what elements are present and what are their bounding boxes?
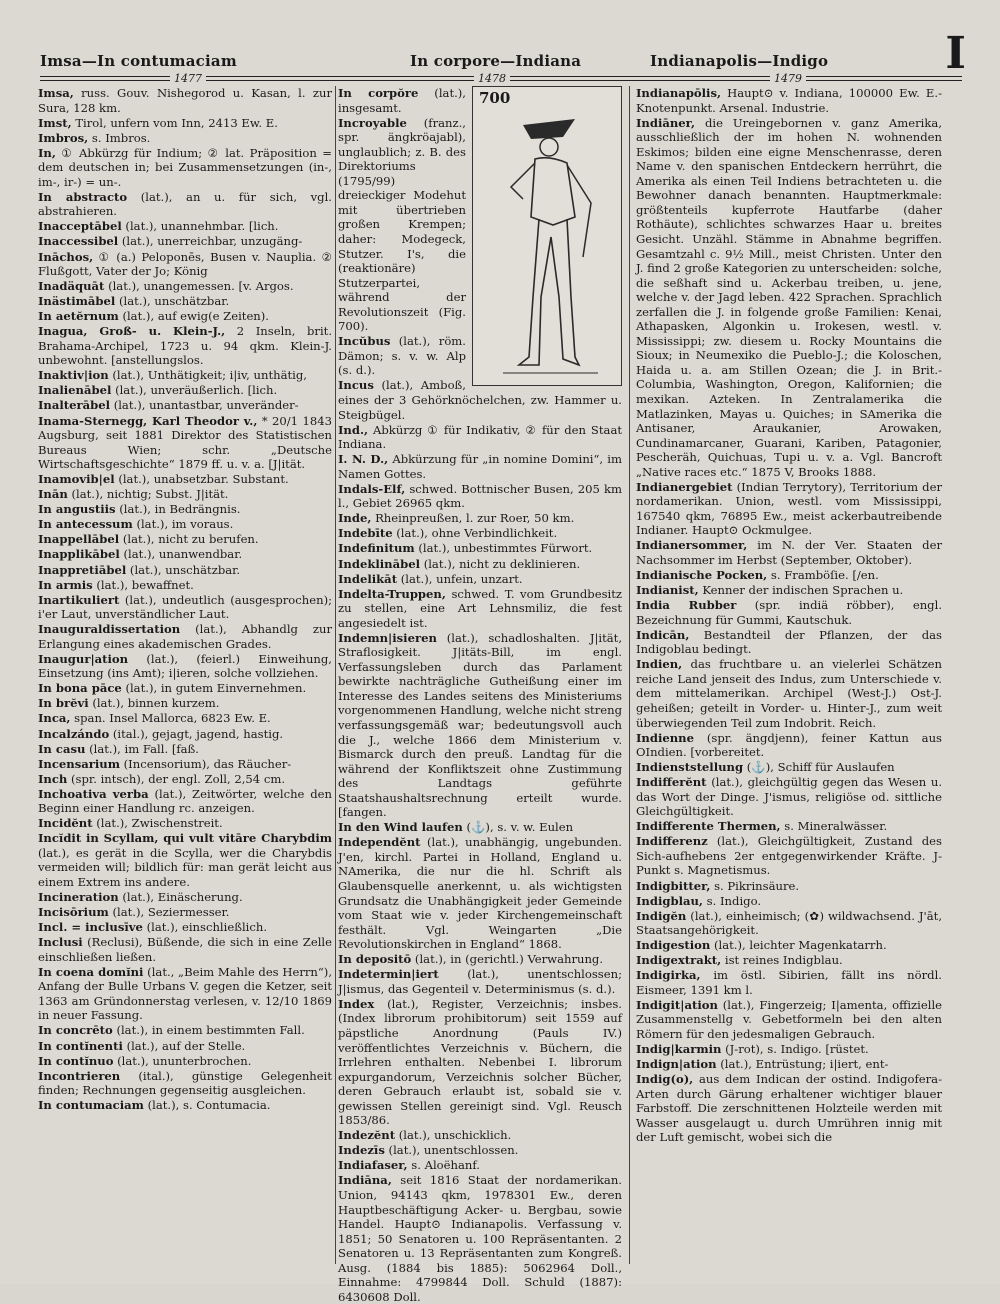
entry-headword: Incroyable: [338, 115, 407, 130]
entry-definition: (Reclusi), Büßende, die sich in eine Zelle einschließen ließen.: [38, 935, 333, 964]
entry-definition: (lat.), unabhängig, ungebunden. J'en, kirchl. Partei in Holland, England u. NAmerika, die nur die hl. Schrift als Glaubensquelle anerkennt, u. als wichtigsten Grundsatz die Unabhängigkeit jeder Gemeinde vom Staat wie v. jeder Kirchengemeinschaft festhält. Vgl. Weingarten „Die Revolutionskirchen in England“ 1868.: [338, 835, 622, 952]
entry-definition: (lat.), Register, Verzeichnis; insbes. (Index librorum prohibitorum) seit 1559 auf päpstliche Anordnung (Pauls IV.) veröffentlichtes Verzeichnis v. Büchern, die Irrlehren enthalten. Nebenbei I. librorum expurgandorum, Verzeichnis solcher Bücher, deren Gebrauch erlaubt ist, sobald sie v. gewissen Stellen gereinigt sind. Vgl. Reusch 1853/86.: [338, 996, 622, 1128]
entry-definition: s. Pikrinsäure.: [714, 878, 800, 893]
entry-definition: Kenner der indischen Sprachen u.: [702, 583, 904, 598]
dictionary-entry: [338, 952, 622, 967]
page-number-2: 1478: [474, 72, 510, 85]
page-number-1: 1477: [170, 72, 206, 85]
entry-headword: Index: [338, 996, 375, 1011]
entry-definition: (lat.), unabsetzbar. Substant.: [118, 472, 289, 487]
entry-headword: Ind.,: [338, 422, 369, 437]
dictionary-entry: [38, 532, 332, 547]
entry-headword: Inalterābel: [38, 398, 111, 413]
entry-headword: Inch: [38, 771, 68, 786]
dictionary-entry: [636, 1072, 942, 1145]
entry-definition: (franz., spr. ängkröajabl), unglaublich; z. B. des Direktoriums (1795/99) dreieckiger Modehut mit übertrieben großen Krempen; daher: Modegeck, Stutzer. I's, die (reaktionäre) Stutzerpartei, während der Revolutionszeit (Fig. 700).: [338, 115, 466, 334]
dictionary-entry: [636, 938, 942, 953]
entry-headword: Incisōrium: [38, 905, 109, 920]
dictionary-entry: [38, 831, 332, 889]
entry-headword: Imsa,: [38, 86, 74, 100]
entry-headword: Indigestion: [636, 938, 711, 953]
entry-definition: (Indian Terrytory), Territorium der nordamerikan. Union, westl. vom Mississippi, 167540 qkm, 76895 Ew., meist ackerbautreibende Indianer. Haupt⊙ Ockmulgee.: [636, 479, 943, 538]
entry-definition: ist reines Indigblau.: [724, 953, 843, 968]
entry-definition: (lat.), nichtig; Subst. J|ität.: [71, 487, 229, 502]
entry-headword: Inān: [38, 487, 68, 502]
dictionary-entry: [38, 324, 332, 368]
entry-definition: im N. der Ver. Staaten der Nachsommer im Herbst (September, Oktober).: [636, 538, 943, 567]
dictionary-entry: [38, 294, 332, 309]
figure-label: 700: [479, 89, 511, 107]
dictionary-entry: [636, 760, 942, 775]
dictionary-entry: [38, 487, 332, 502]
entry-headword: Indals-Elf,: [338, 481, 406, 496]
entry-headword: In abstracto: [38, 189, 128, 204]
dictionary-entry: [338, 1173, 622, 1304]
dictionary-entry: [636, 998, 942, 1042]
entry-headword: Indigblau,: [636, 893, 703, 908]
dictionary-entry: [38, 742, 332, 757]
dictionary-entry: [338, 572, 622, 587]
entry-definition: (lat.), unanwendbar.: [123, 547, 243, 562]
entry-headword: Indemn|isieren: [338, 630, 437, 645]
entry-headword: Inappellābel: [38, 532, 120, 547]
entry-definition: (lat.), leichter Magenkatarrh.: [713, 938, 887, 953]
entry-definition: schwed. T. vom Grundbesitz zu stellen, eine Art Lehnsmiliz, die fest angesiedelt ist.: [338, 586, 622, 630]
entry-definition: (lat.), röm. Dämon; s. v. w. Alp (s. d.).: [338, 334, 466, 378]
dictionary-entry: [636, 480, 942, 538]
entry-definition: Bestandteil der Pflanzen, der das Indigoblau bedingt.: [636, 627, 943, 657]
entry-definition: (lat., „Beim Mahle des Herrn“), Anfang der Bulle Urbans V. gegen die Ketzer, seit 1363 am Gründonnerstag verlesen, v. 12/10 1869 in neuer Fassung.: [38, 964, 333, 1023]
entry-headword: Inauguraldissertation: [38, 622, 181, 637]
dictionary-entry: [38, 965, 332, 1023]
dictionary-entry: [636, 834, 942, 878]
entry-definition: span. Insel Mallorca, 6823 Ew. E.: [74, 711, 271, 726]
column-middle: [338, 86, 623, 1304]
dictionary-entry: [38, 250, 332, 279]
dictionary-entry: [38, 309, 332, 324]
entry-definition: (lat.), nicht zu berufen.: [122, 532, 259, 547]
dictionary-entry: [636, 894, 942, 909]
entry-headword: I. N. D.,: [338, 452, 389, 467]
dictionary-entry: [38, 1069, 332, 1098]
dictionary-entry: [338, 511, 622, 526]
entry-headword: Indigextrakt,: [636, 953, 722, 968]
dictionary-entry: [338, 452, 622, 481]
dictionary-entry: [38, 711, 332, 726]
dictionary-entry: [38, 116, 332, 131]
entry-headword: Inappretiābel: [38, 562, 127, 577]
entry-definition: (lat.), einheimisch; (✿) wildwachsend. J'āt, Staatsangehörigkeit.: [636, 908, 943, 938]
dictionary-entry: [38, 593, 332, 622]
dictionary-entry: [38, 279, 332, 294]
entry-headword: In contumaciam: [38, 1098, 144, 1113]
entry-definition: (lat.), Zwischenstreit.: [96, 816, 223, 831]
entry-headword: India Rubber: [636, 598, 737, 613]
entry-definition: (lat.), Entrüstung; i|iert, ent-: [720, 1057, 889, 1072]
entry-definition: (ital.), günstige Gelegenheit finden; Rechnungen gegenseitig ausgleichen.: [38, 1068, 332, 1098]
dictionary-entry: [38, 368, 332, 383]
entry-headword: Inchoativa verba: [38, 786, 149, 801]
dictionary-entry: [38, 652, 332, 681]
dictionary-entry: [38, 190, 332, 219]
entry-definition: (lat.), unangemessen. [v. Argos.: [108, 279, 294, 294]
dictionary-entry: [38, 935, 332, 964]
entry-definition: (lat.), unfein, unzart.: [400, 571, 523, 586]
entry-headword: Indiāner,: [636, 115, 695, 130]
entry-definition: (spr. ängdjenn), feiner Kattun aus OIndien. [vorbereitet.: [636, 730, 943, 760]
dictionary-entry: [636, 116, 942, 480]
entry-definition: schwed. Bottnischer Busen, 205 km l., Gebiet 26965 qkm.: [338, 481, 623, 511]
entry-headword: Inapplikābel: [38, 547, 120, 562]
entry-definition: (lat.), auf ewig(e Zeiten).: [122, 309, 269, 324]
entry-headword: Inca,: [38, 711, 71, 726]
dictionary-entry: [636, 953, 942, 968]
entry-headword: Inaktiv|ion: [38, 368, 109, 383]
dictionary-entry: [636, 568, 942, 583]
dictionary-entry: [338, 587, 622, 631]
dictionary-entry: [338, 557, 622, 572]
entry-headword: Indienststellung: [636, 760, 744, 775]
entry-definition: (lat.), Zeitwörter, welche den Beginn einer Handlung rc. anzeigen.: [38, 786, 332, 816]
entry-headword: In brĕvi: [38, 696, 89, 711]
dictionary-entry: [38, 472, 332, 487]
column-left: [38, 86, 332, 1266]
entry-headword: In bona pāce: [38, 681, 122, 696]
entry-definition: (lat.), undeutlich (ausgesprochen); i'er Laut, unverständlicher Laut.: [38, 592, 332, 622]
entry-definition: (lat.), Gleichgültigkeit, Zustand des Sich-aufhebens 2er entgegenwirkender Kräfte. J-Punkt s. Magnetismus.: [636, 834, 942, 878]
entry-headword: Inaugur|ation: [38, 651, 129, 666]
entry-definition: Rheinpreußen, l. zur Roer, 50 km.: [375, 511, 575, 526]
entry-definition: (lat.), an u. für sich, vgl. abstrahieren.: [38, 189, 332, 219]
entry-definition: (lat.), auf der Stelle.: [126, 1038, 246, 1053]
dictionary-entry: [38, 234, 332, 249]
entry-headword: Indigbitter,: [636, 878, 711, 893]
entry-definition: * 20/1 1843 Augsburg, seit 1881 Direktor des Statistischen Bureaus Wien; schr. „Deutsche Wirtschaftsgeschichte“ 1879 ff. u. v. a. [J|ität.: [38, 413, 332, 472]
entry-headword: Indianersommer,: [636, 538, 748, 553]
dictionary-entry: [38, 502, 332, 517]
entry-headword: Indebīte: [338, 526, 393, 541]
dictionary-entry: [338, 482, 622, 511]
dictionary-entry: [338, 526, 622, 541]
dictionary-entry: [38, 219, 332, 234]
entry-definition: (lat.), in gutem Einvernehmen.: [125, 681, 307, 696]
entry-headword: Indifferenz: [636, 834, 708, 849]
dictionary-entry: [38, 622, 332, 651]
dictionary-entry: [636, 1042, 942, 1057]
entry-definition: (lat.), ohne Verbindlichkeit.: [396, 526, 558, 541]
entry-headword: Inama-Sternegg, Karl Theodor v.,: [38, 413, 258, 428]
dictionary-entry: [338, 541, 622, 556]
entry-definition: (lat.), einschließlich.: [146, 920, 268, 935]
entry-headword: Indianist,: [636, 583, 699, 598]
entry-headword: Inästimābel: [38, 294, 116, 309]
dictionary-entry: [636, 819, 942, 834]
entry-headword: Incontrieren: [38, 1068, 121, 1083]
entry-definition: die Ureingebornen v. ganz Amerika, ausschließlich der im hohen N. wohnenden Eskimos; bilden eine eigne Menschenrasse, deren Name v. den spanischen Entdeckern herrührt, die Amerika als einen Teil Indiens betrachteten u. die Bewohner danach benannten. Hauptmerkmale: größtenteils kupferrote Hautfarbe (daher Rothäute), schlichtes schwarzes Haar u. breites Gesicht. Unzähl. Stämme in Abnahme begriffen. Gesamtzahl c. 9½ Mill., meist Christen. Unter den J. find 2 große Kategorien zu unterscheiden: solche, die seßhaft sind u. Ackerbau treiben, u. jene, welche v. der Jagd leben. 422 Sprachen. Sprachlich zerfallen die J. in folgende große Familien: Kenai, Athapasken, Algonkin u. Irokesen, westl. v. Mississippi; zw. diesem u. Rocky Mountains die Sioux; in Neumexiko die Pueblo-J.; die Koloschen, Haida u. a. am Stillen Ozean; die J. in Brit.-Columbia, Washington, Oregon, Kalifornien; die mexikan. Azteken. In Zentralamerika die Matlazinken, Mayas u. Quiches; in SAmerika die Antisaner, Araukanier, Arowaken, Cundinamarcaner, Guarani, Kariben, Patagonier, Pescheräh, Quichuas, Tupi u. v. a. Vgl. Bancroft „Native races etc.“ 1875 V, Brooks 1888.: [636, 115, 942, 479]
column-right: [636, 86, 942, 1266]
entry-definition: (lat.), unentschlossen; J|ismus, das Gegenteil v. Determinismus (s. d.).: [338, 967, 622, 996]
entry-headword: Indifferĕnt: [636, 775, 707, 790]
dictionary-entry: [636, 1057, 942, 1072]
entry-definition: (lat.), binnen kurzem.: [92, 696, 220, 711]
entry-definition: ① (a.) Peloponēs, Busen v. Nauplia. ② Flußgott, Vater der Jo; König: [38, 249, 332, 279]
entry-headword: Indifferente Thermen,: [636, 819, 781, 834]
dictionary-entry: [38, 787, 332, 816]
dictionary-entry: [636, 731, 942, 760]
dictionary-entry: [338, 1143, 622, 1158]
entry-definition: (lat.), unantastbar, unveränder-: [113, 398, 299, 413]
entry-definition: im östl. Sibirien, fällt ins nördl. Eismeer, 1391 km l.: [636, 968, 942, 997]
dictionary-entry: [636, 598, 942, 627]
dictionary-entry: [636, 879, 942, 894]
entry-definition: (lat.), unschicklich.: [398, 1128, 512, 1143]
entry-headword: In armis: [38, 577, 93, 592]
entry-definition: s. Framböſie. [/en.: [770, 568, 879, 583]
dictionary-entry: [38, 547, 332, 562]
entry-definition: das fruchtbare u. an vielerlei Schätzen reiche Land jenseit des Indus, zum Unterschiede v. dem mittelamerikan. Archipel (West-J.) Ost-J. geheißen; geteilt in Vorder- u. Hinter-J., zum weit überwiegenden Teil zum Indobrit. Reich.: [636, 657, 942, 730]
entry-headword: Indeklinābel: [338, 556, 421, 571]
dictionary-entry: [38, 920, 332, 935]
entry-definition: (lat.), insgesamt.: [338, 86, 466, 115]
entry-definition: (lat.), unannehmbar. [lich.: [125, 219, 279, 234]
entry-definition: Abkürzg ① für Indikativ, ② für den Staat Indiana.: [338, 422, 623, 452]
entry-headword: Indezĕnt: [338, 1128, 396, 1143]
entry-definition: Haupt⊙ v. Indiana, 100000 Ew. E.-Knotenpunkt. Arsenal. Industrie.: [636, 86, 942, 115]
entry-headword: In,: [38, 145, 56, 160]
figure-700: [472, 86, 622, 386]
dictionary-entry: [38, 86, 332, 115]
entry-headword: Inaccessibel: [38, 234, 119, 249]
entry-headword: Indelta-Truppen,: [338, 586, 446, 601]
section-letter: I: [945, 28, 966, 79]
entry-headword: In den Wind laufen: [338, 820, 463, 835]
entry-definition: (spr. intsch), der engl. Zoll, 2,54 cm.: [71, 771, 286, 786]
entry-headword: Incidĕnt: [38, 816, 93, 831]
entry-headword: Indigit|ation: [636, 997, 718, 1012]
entry-headword: Indign|ation: [636, 1057, 717, 1072]
dictionary-entry: [38, 414, 332, 472]
entry-headword: In corpŏre: [338, 86, 419, 100]
entry-definition: (lat.), im voraus.: [136, 517, 234, 532]
dictionary-entry: [338, 820, 622, 835]
entry-headword: In coena domĭni: [38, 964, 144, 979]
dictionary-entry: [38, 1039, 332, 1054]
entry-definition: (lat.), s. Contumacia.: [147, 1098, 271, 1113]
dictionary-entry: [636, 583, 942, 598]
dictionary-entry: [338, 631, 622, 820]
dictionary-entry: [636, 86, 942, 115]
entry-headword: In concrēto: [38, 1023, 113, 1038]
entry-headword: Inclusi: [38, 935, 83, 950]
entry-headword: Incĭdit in Scyllam, qui vult vitāre Charybdim: [38, 831, 332, 846]
entry-headword: Indianergebiet: [636, 479, 733, 494]
dictionary-entry: [38, 563, 332, 578]
entry-definition: (lat.), in Bedrängnis.: [119, 502, 241, 517]
entry-definition: (lat.), Amboß, eines der 3 Gehörknöchelchen, zw. Hammer u. Steigbügel.: [338, 378, 622, 422]
entry-headword: Indigĕn: [636, 908, 687, 923]
entry-definition: (lat.), (feierl.) Einweihung, Einsetzung (ins Amt); i|ieren, solche vollziehen.: [38, 651, 332, 681]
entry-definition: (⚓), s. v. w. Eulen: [466, 820, 574, 835]
page-number-3: 1479: [770, 72, 806, 85]
dictionary-entry: [38, 890, 332, 905]
entry-definition: (lat.), Seziermesser.: [112, 905, 230, 920]
header-center: In corpore—Indiana: [410, 52, 582, 70]
dictionary-entry: [636, 657, 942, 730]
entry-headword: Indianische Pocken,: [636, 568, 768, 583]
entry-headword: Incus: [338, 378, 374, 393]
entry-headword: Inamovib|el: [38, 472, 115, 487]
entry-headword: Incalzándo: [38, 726, 110, 741]
entry-headword: Indetermin|iert: [338, 967, 439, 982]
entry-headword: In depositō: [338, 952, 412, 967]
dictionary-entry: [636, 775, 942, 819]
entry-headword: Indezīs: [338, 1143, 385, 1158]
entry-headword: In antecessum: [38, 517, 133, 532]
entry-headword: Inartikuliert: [38, 592, 120, 607]
entry-definition: (lat.), Unthätigkeit; i|iv, unthätig,: [112, 368, 307, 383]
dictionary-entry: [38, 696, 332, 711]
dictionary-entry: [38, 772, 332, 787]
dictionary-entry: [38, 1054, 332, 1069]
entry-headword: In contĭnenti: [38, 1038, 123, 1053]
dictionary-entry: [38, 757, 332, 772]
dictionary-entry: [38, 578, 332, 593]
dictionary-entry: [38, 905, 332, 920]
entry-headword: Independĕnt: [338, 835, 421, 850]
entry-headword: In angustiis: [38, 502, 116, 517]
entry-headword: Indig(o),: [636, 1072, 694, 1087]
entry-definition: (lat.), Fingerzeig; I|amenta, offizielle Zusammenstellg v. Gebetformeln bei den alten Römern für den jedesmaligen Gebrauch.: [636, 997, 943, 1041]
entry-definition: (lat.), unschätzbar.: [119, 294, 230, 309]
entry-definition: s. Mineralwässer.: [784, 819, 888, 834]
figure-illustration-icon: [483, 107, 613, 377]
entry-definition: (lat.), ununterbrochen.: [117, 1053, 252, 1068]
entry-definition: s. Imbros.: [91, 130, 151, 145]
entry-headword: Incineration: [38, 890, 119, 905]
entry-headword: Indianapōlis,: [636, 86, 722, 100]
entry-definition: (lat.), es gerät in die Scylla, wer die Charybdis vermeiden will; bildlich für: man gerät leicht aus einem Extrem ins andere.: [38, 845, 332, 889]
dictionary-entry: [338, 1158, 622, 1173]
entry-definition: (lat.), Einäscherung.: [122, 890, 243, 905]
entry-headword: Incŭbus: [338, 334, 391, 349]
entry-headword: Ināchos,: [38, 249, 94, 264]
entry-definition: russ. Gouv. Nishegorod u. Kasan, l. zur Sura, 128 km.: [38, 86, 333, 115]
entry-definition: s. Aloëhanf.: [411, 1158, 480, 1173]
dictionary-entry: [38, 517, 332, 532]
entry-definition: (lat.), in einem bestimmten Fall.: [116, 1023, 305, 1038]
entry-definition: ① Abkürzg für Indium; ② lat. Präposition = dem deutschen in; bei Zusammensetzungen (in-, im-, ir-) = un-.: [38, 145, 332, 189]
entry-headword: Incensarium: [38, 756, 120, 771]
entry-definition: (lat.), schadloshalten. J|ität, Straflosigkeit. J|itäts-Bill, im engl. Verfassungsleben durch das Parlament bewirkte nachträgliche Gutheißung einer im Interesse des Landes seitens des Ministeriums vorgenommenen Handlung, welche nicht streng verfassungsgemäß war; bedeutungsvoll auch die J., welche 1866 dem Ministerium v. Bismarck durch den preuß. Landtag für die während der Konfliktszeit ohne Zustimmung des Landtags geführte Staatshaushaltsrechnung erteilt wurde. [fangen.: [338, 630, 623, 820]
entry-definition: Abkürzung für „in nomine Domini“, im Namen Gottes.: [338, 452, 622, 481]
entry-definition: (ital.), gejagt, jagend, hastig.: [112, 726, 284, 741]
entry-headword: Inde,: [338, 511, 372, 526]
column-divider-2: [629, 86, 630, 1264]
entry-definition: 2 Inseln, brit. Brahama-Archipel, 1723 u. 94 qkm. Klein-J. unbewohnt. [anstellungslos.: [38, 324, 333, 368]
entry-definition: (lat.), unerreichbar, unzugäng-: [121, 234, 303, 249]
entry-headword: Indiāna,: [338, 1173, 392, 1188]
entry-definition: (⚓), Schiff für Auslaufen: [746, 760, 895, 775]
dictionary-entry: [636, 628, 942, 657]
entry-headword: Indig|karmin: [636, 1042, 722, 1057]
entry-headword: In contĭnuo: [38, 1053, 114, 1068]
entry-definition: s. Indigo.: [706, 893, 762, 908]
entry-headword: Indiafaser,: [338, 1158, 408, 1173]
dictionary-entry: [636, 909, 942, 938]
entry-definition: (lat.), gleichgültig gegen das Wesen u. das Wort der Dinge. J'ismus, religiöse od. sittliche Gleichgültigkeit.: [636, 775, 943, 819]
dictionary-entry: [636, 968, 942, 997]
entry-definition: (spr. indiä röbber), engl. Bezeichnung für Gummi, Kautschuk.: [636, 598, 942, 627]
dictionary-entry: [636, 538, 942, 567]
dictionary-entry: [338, 835, 622, 951]
entry-headword: Indicān,: [636, 627, 690, 642]
entry-definition: (lat.), unbestimmtes Fürwort.: [418, 541, 593, 556]
entry-headword: Inagua, Groß- u. Klein-J.,: [38, 324, 226, 339]
dictionary-entry: [38, 1023, 332, 1038]
entry-headword: Indien,: [636, 657, 683, 672]
entry-definition: (lat.), im Fall. [faß.: [89, 741, 199, 756]
dictionary-entry: [38, 398, 332, 413]
dictionary-entry: [38, 816, 332, 831]
dictionary-entry: [338, 423, 622, 452]
dictionary-entry: [338, 967, 622, 996]
dictionary-entry: [38, 146, 332, 190]
entry-definition: (lat.), unentschlossen.: [388, 1143, 519, 1158]
entry-definition: (lat.), in (gerichtl.) Verwahrung.: [414, 952, 604, 967]
entry-headword: Incl. = inclusīve: [38, 920, 143, 935]
entry-definition: aus dem Indican der ostind. Indigofera-Arten durch Gärung erhaltener wichtiger blauer Farbstoff. Die zerschnittenen Holzteile werden mit Wasser ausgelaugt u. durch Umrühren innig mit der Luft gemischt, wobei sich die: [636, 1072, 942, 1145]
entry-headword: Indelikāt: [338, 571, 398, 586]
entry-headword: Inalienābel: [38, 383, 112, 398]
entry-headword: Indigirka,: [636, 968, 701, 983]
header-right: Indianapolis—Indigo: [650, 52, 829, 70]
entry-definition: (lat.), unveräußerlich. [lich.: [115, 383, 278, 398]
entry-headword: In casu: [38, 741, 86, 756]
entry-definition: (lat.), unschätzbar.: [129, 562, 241, 577]
entry-headword: Inadäquāt: [38, 279, 105, 294]
entry-definition: (J-rot), s. Indigo. [rüstet.: [725, 1042, 869, 1057]
entry-headword: Imst,: [38, 115, 72, 130]
header-left: Imsa—In contumaciam: [40, 52, 237, 70]
entry-headword: Indienne: [636, 730, 694, 745]
dictionary-entry: [38, 1098, 332, 1113]
entry-headword: Indefinitum: [338, 541, 415, 556]
entry-headword: Imbros,: [38, 130, 89, 145]
dictionary-entry: [338, 1128, 622, 1143]
dictionary-entry: [38, 681, 332, 696]
dictionary-entry: [38, 727, 332, 742]
entry-definition: seit 1816 Staat der nordamerikan. Union, 94143 qkm, 1978301 Ew., deren Hauptbeschäftigung Acker- u. Bergbau, sowie Handel. Haupt⊙ Indianapolis. Verfassung v. 1851; 50 Senatoren u. 100 Repräsentanten. 2 Senatoren u. 13 Repräsentanten zum Kongreß. Ausg. (1884 bis 1885): 5062964 Doll., Einnahme: 4799844 Doll. Schuld (1887): 6430608 Doll.: [338, 1173, 622, 1304]
entry-definition: Tirol, unfern vom Inn, 2413 Ew. E.: [75, 115, 278, 130]
entry-headword: Inacceptābel: [38, 219, 122, 234]
dictionary-entry: [38, 131, 332, 146]
entry-headword: In aetĕrnum: [38, 309, 119, 324]
entry-definition: (lat.), bewaffnet.: [96, 577, 194, 592]
dictionary-entry: [338, 997, 622, 1128]
dictionary-entry: [38, 383, 332, 398]
entry-definition: (Incensorium), das Räucher-: [123, 756, 292, 771]
column-divider-1: [335, 86, 336, 1264]
entry-definition: (lat.), nicht zu deklinieren.: [423, 556, 581, 571]
entry-definition: (lat.), Abhandlg zur Erlangung eines akademischen Grades.: [38, 622, 332, 651]
